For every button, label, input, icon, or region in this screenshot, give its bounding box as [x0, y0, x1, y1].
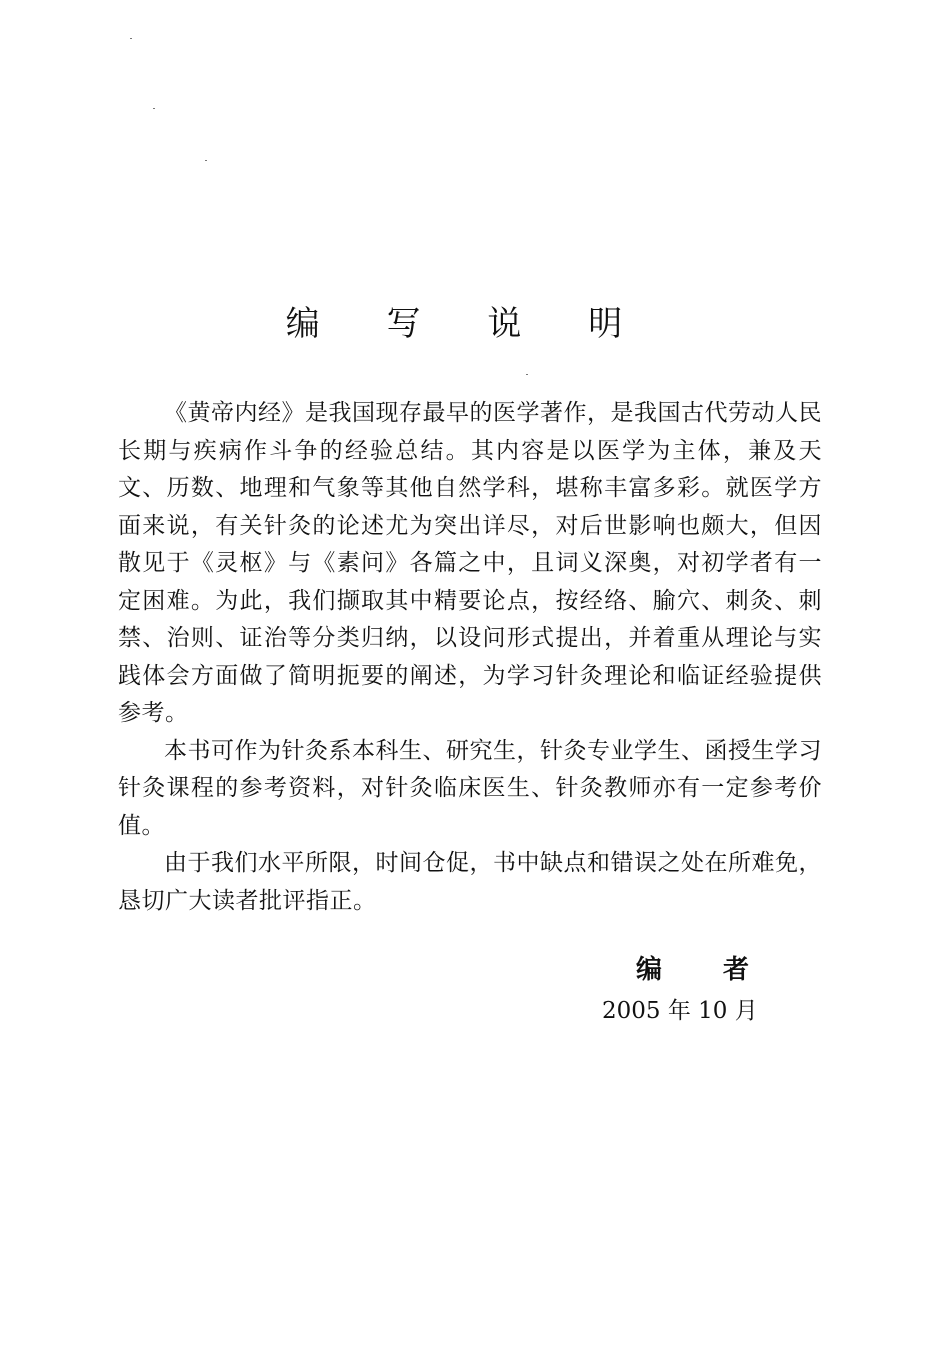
page-title: 编 写 说 明	[285, 304, 651, 344]
scan-speck	[153, 108, 155, 109]
scan-speck	[526, 374, 528, 375]
scan-speck	[130, 38, 132, 39]
publication-date: 2005 年 10 月	[602, 998, 758, 1024]
preface-body	[118, 395, 822, 920]
scan-speck	[205, 160, 207, 161]
preface-paragraph-3: 由于我们水平所限，时间仓促，书中缺点和错误之处在所难免，恳切广大读者批评指正。	[118, 850, 822, 914]
preface-paragraph-2: 本书可作为针灸系本科生、研究生，针灸专业学生、函授生学习针灸课程的参考资料，对针灸临床医生、针灸教师亦有一定参考价值。	[118, 737, 822, 839]
author-signature: 编 者	[636, 955, 776, 985]
preface-paragraph-1: 《黄帝内经》是我国现存最早的医学著作，是我国古代劳动人民长期与疾病作斗争的经验总结。其内容是以医学为主体，兼及天文、历数、地理和气象等其他自然学科，堪称丰富多彩。就医学方面来说，有关针灸的论述尤为突出详尽，对后世影响也颇大，但因散见于《灵枢》与《素问》各篇之中，且词义深奥，对初学者有一定困难。为此，我们撷取其中精要论点，按经络、腧穴、刺灸、刺禁、治则、证治等分类归纳，以设问形式提出，并着重从理论与实践体会方面做了简明扼要的阐述，为学习针灸理论和临证经验提供参考。	[118, 400, 822, 726]
